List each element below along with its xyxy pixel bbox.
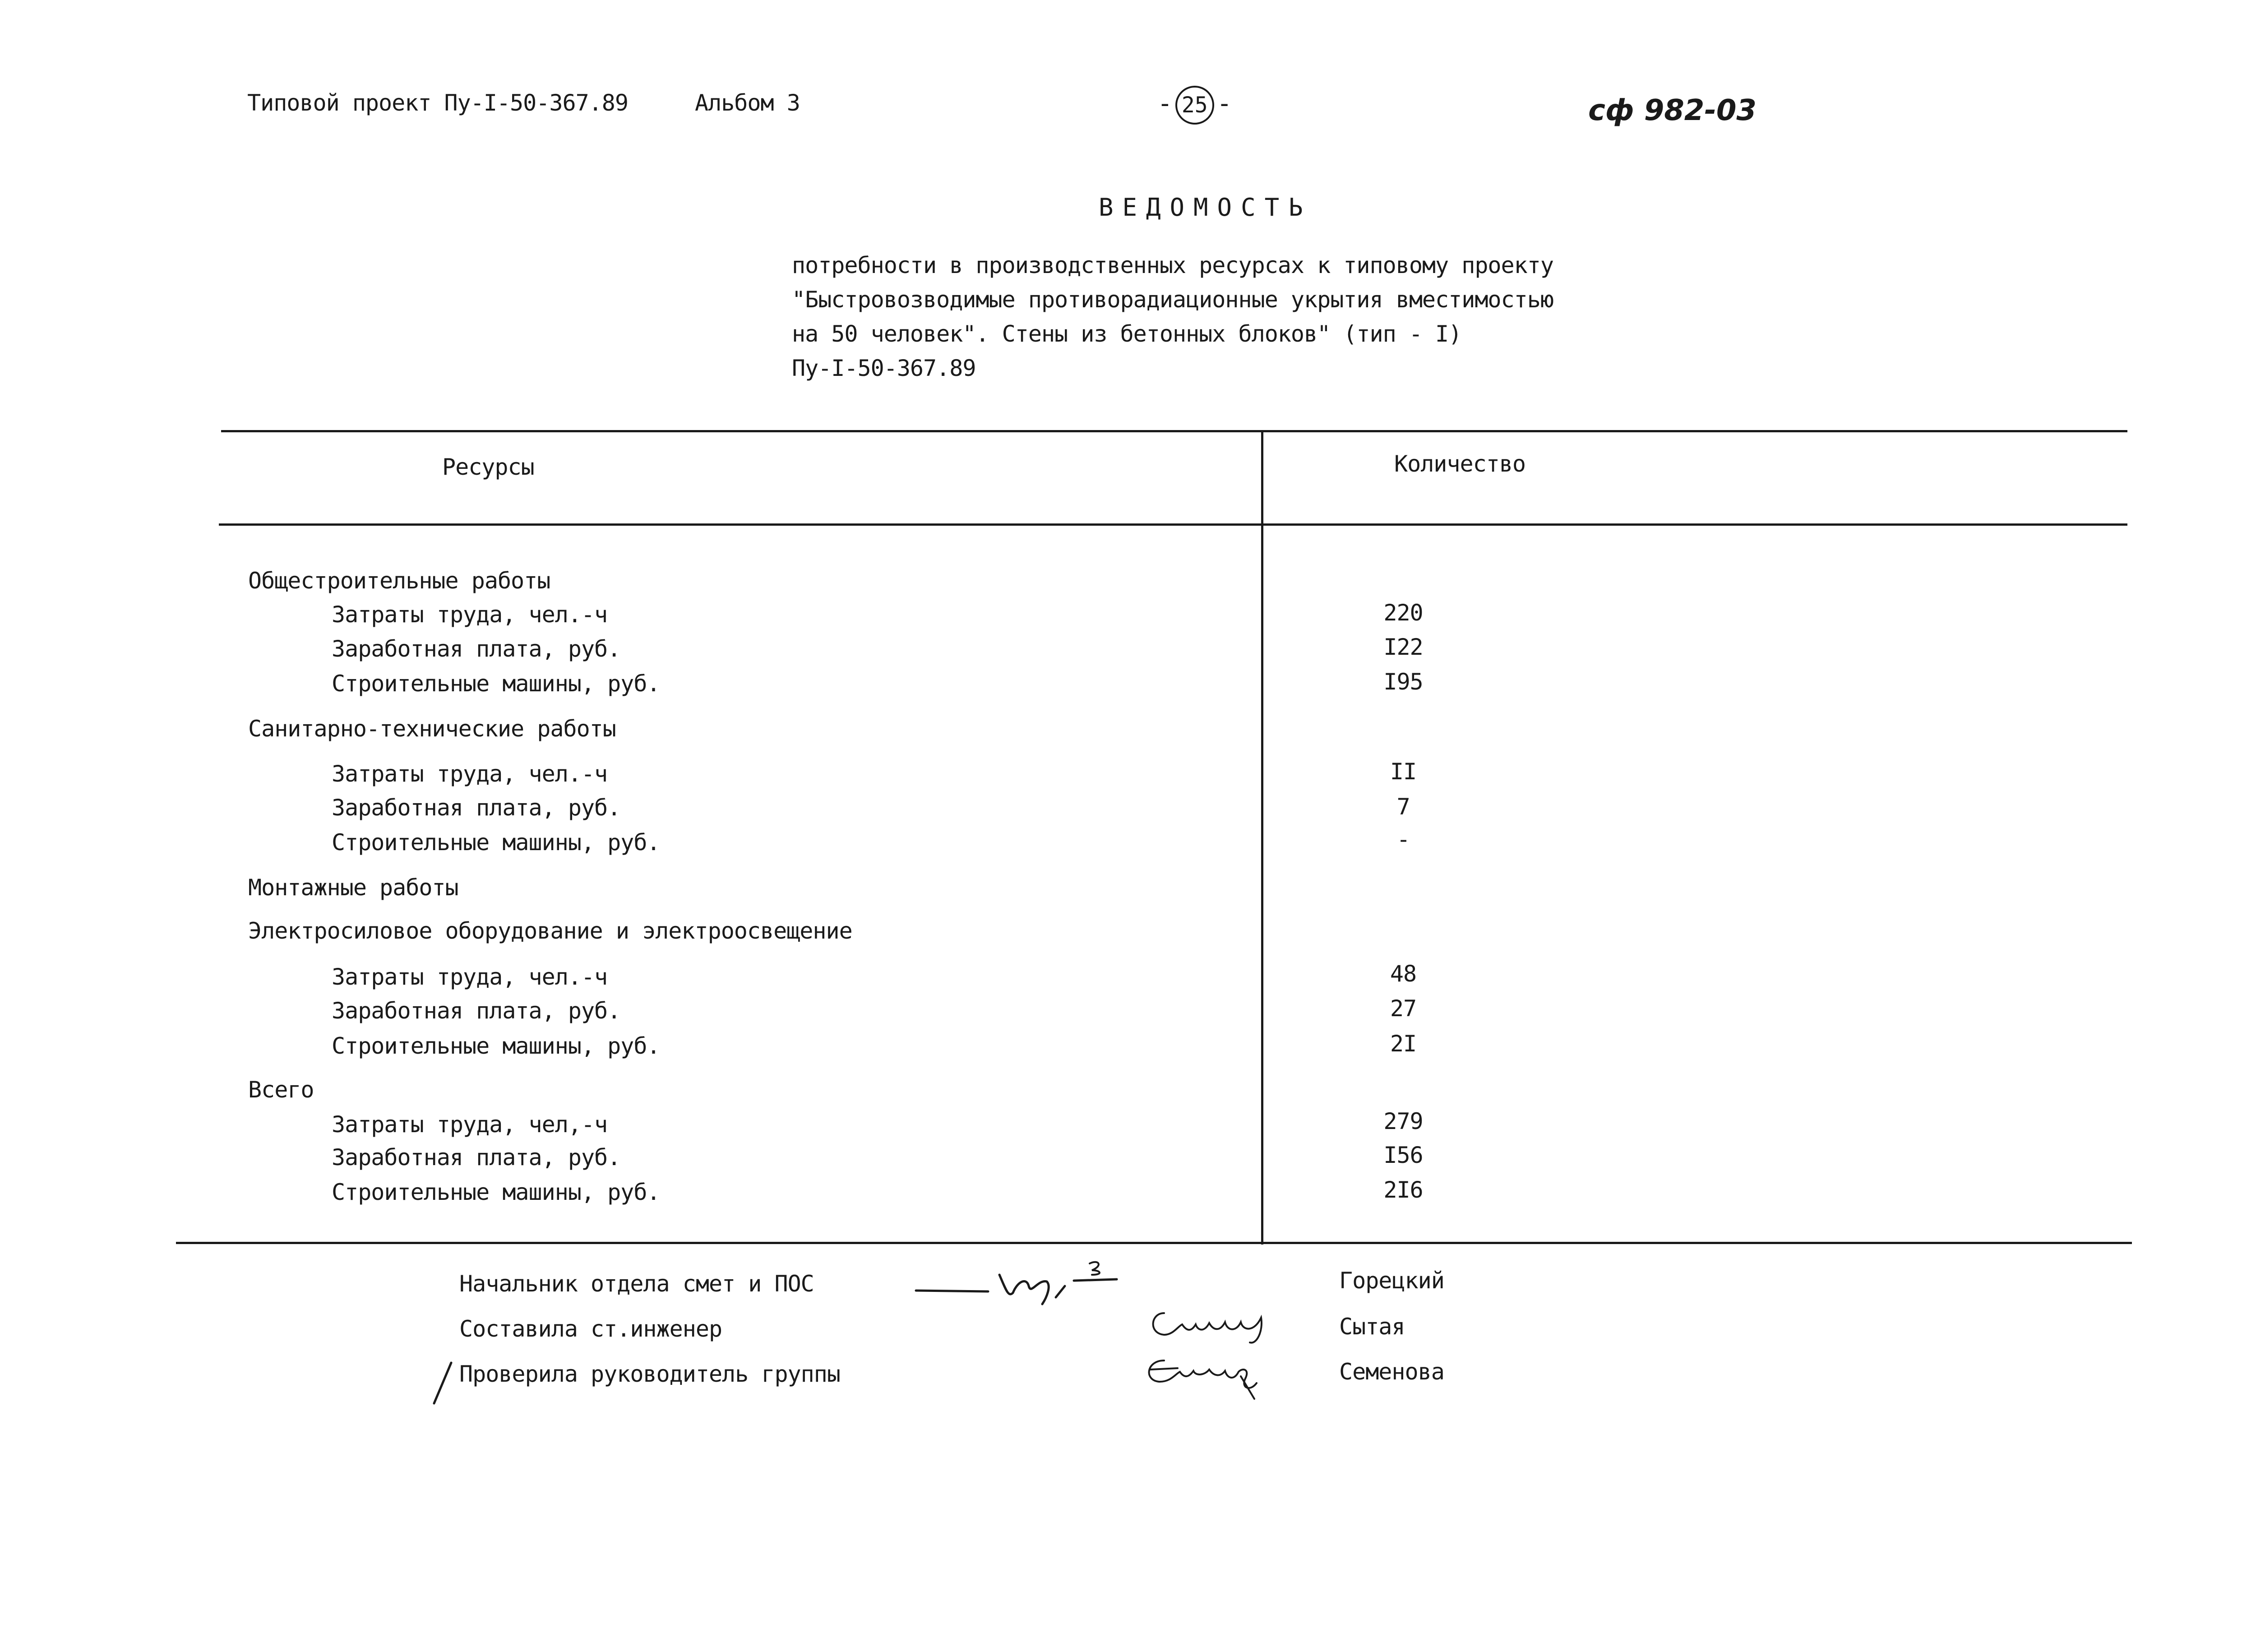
signature-mark-compiler: [1146, 1300, 1272, 1349]
row-label: Затраты труда, чел.-ч: [332, 964, 608, 990]
section-title: Общестроительные работы: [248, 568, 550, 594]
row-label: Заработная плата, руб.: [332, 636, 621, 662]
row-label: Строительные машины, руб.: [332, 671, 660, 697]
row-label: Затраты труда, чел.-ч: [332, 602, 608, 628]
signature-mark-checker: [1137, 1349, 1272, 1403]
row-label: Строительные машины, руб.: [332, 829, 660, 856]
row-value: 2I: [1390, 1031, 1417, 1057]
column-header-resources: Ресурсы: [442, 454, 534, 480]
signature-mark-chief: [911, 1254, 1128, 1309]
signature-name: Горецкий: [1339, 1268, 1444, 1294]
row-value: -: [1396, 826, 1410, 852]
row-value: 48: [1390, 961, 1417, 987]
project-title: Типовой проект Пу-I-50-367.89: [247, 90, 628, 116]
row-value: I56: [1383, 1142, 1423, 1168]
signature-name: Семенова: [1339, 1359, 1444, 1385]
signature-role: Проверила руководитель группы: [459, 1361, 840, 1387]
table-bottom-rule: [176, 1242, 2132, 1244]
section-title: Всего: [248, 1077, 314, 1103]
row-value: I22: [1383, 634, 1423, 660]
row-label: Заработная плата, руб.: [332, 1144, 621, 1171]
row-value: 27: [1390, 995, 1417, 1022]
row-label: Заработная плата, руб.: [332, 998, 621, 1024]
table-top-rule: [221, 430, 2127, 432]
row-value: I95: [1383, 669, 1423, 695]
row-label: Строительные машины, руб.: [332, 1033, 660, 1059]
section-title: Санитарно-технические работы: [248, 716, 616, 742]
subtitle-line: на 50 человек". Стены из бетонных блоков" (тип - I): [792, 321, 1462, 347]
table-header-rule: [219, 523, 2127, 526]
row-value: 220: [1383, 600, 1423, 626]
document-subtitle: [792, 248, 1553, 385]
album-label: Альбом 3: [695, 90, 800, 116]
row-label: Строительные машины, руб.: [332, 1179, 660, 1205]
section-title: Монтажные работы: [248, 875, 458, 901]
table-column-divider: [1261, 430, 1263, 1245]
section-subtitle: Электросиловое оборудование и электроосвещение: [248, 918, 852, 944]
document-code: сф 982-03: [1588, 94, 1757, 127]
row-label: Затраты труда, чел,-ч: [332, 1111, 608, 1138]
signature-role: Начальник отдела смет и ПОС: [459, 1271, 814, 1297]
signature-name: Сытая: [1339, 1314, 1405, 1340]
row-label: Затраты труда, чел.-ч: [332, 761, 608, 787]
slash-mark: [429, 1358, 456, 1408]
page-number: - 25 -: [1157, 81, 1232, 126]
page-number-circle: 25: [1175, 86, 1214, 125]
subtitle-line: Пу-I-50-367.89: [792, 355, 976, 381]
row-value: 2I6: [1383, 1177, 1423, 1203]
subtitle-line: потребности в производственных ресурсах к типовому проекту: [792, 252, 1553, 278]
row-value: 279: [1383, 1108, 1423, 1134]
row-value: II: [1390, 759, 1417, 785]
row-label: Заработная плата, руб.: [332, 795, 621, 821]
subtitle-line: "Быстровозводимые противорадиационные укрытия вместимостью: [792, 287, 1553, 313]
row-value: 7: [1396, 794, 1410, 820]
document-title: ВЕДОМОСТЬ: [1099, 193, 1312, 222]
signature-role: Составила ст.инженер: [459, 1316, 722, 1342]
column-header-quantity: Количество: [1394, 451, 1526, 477]
